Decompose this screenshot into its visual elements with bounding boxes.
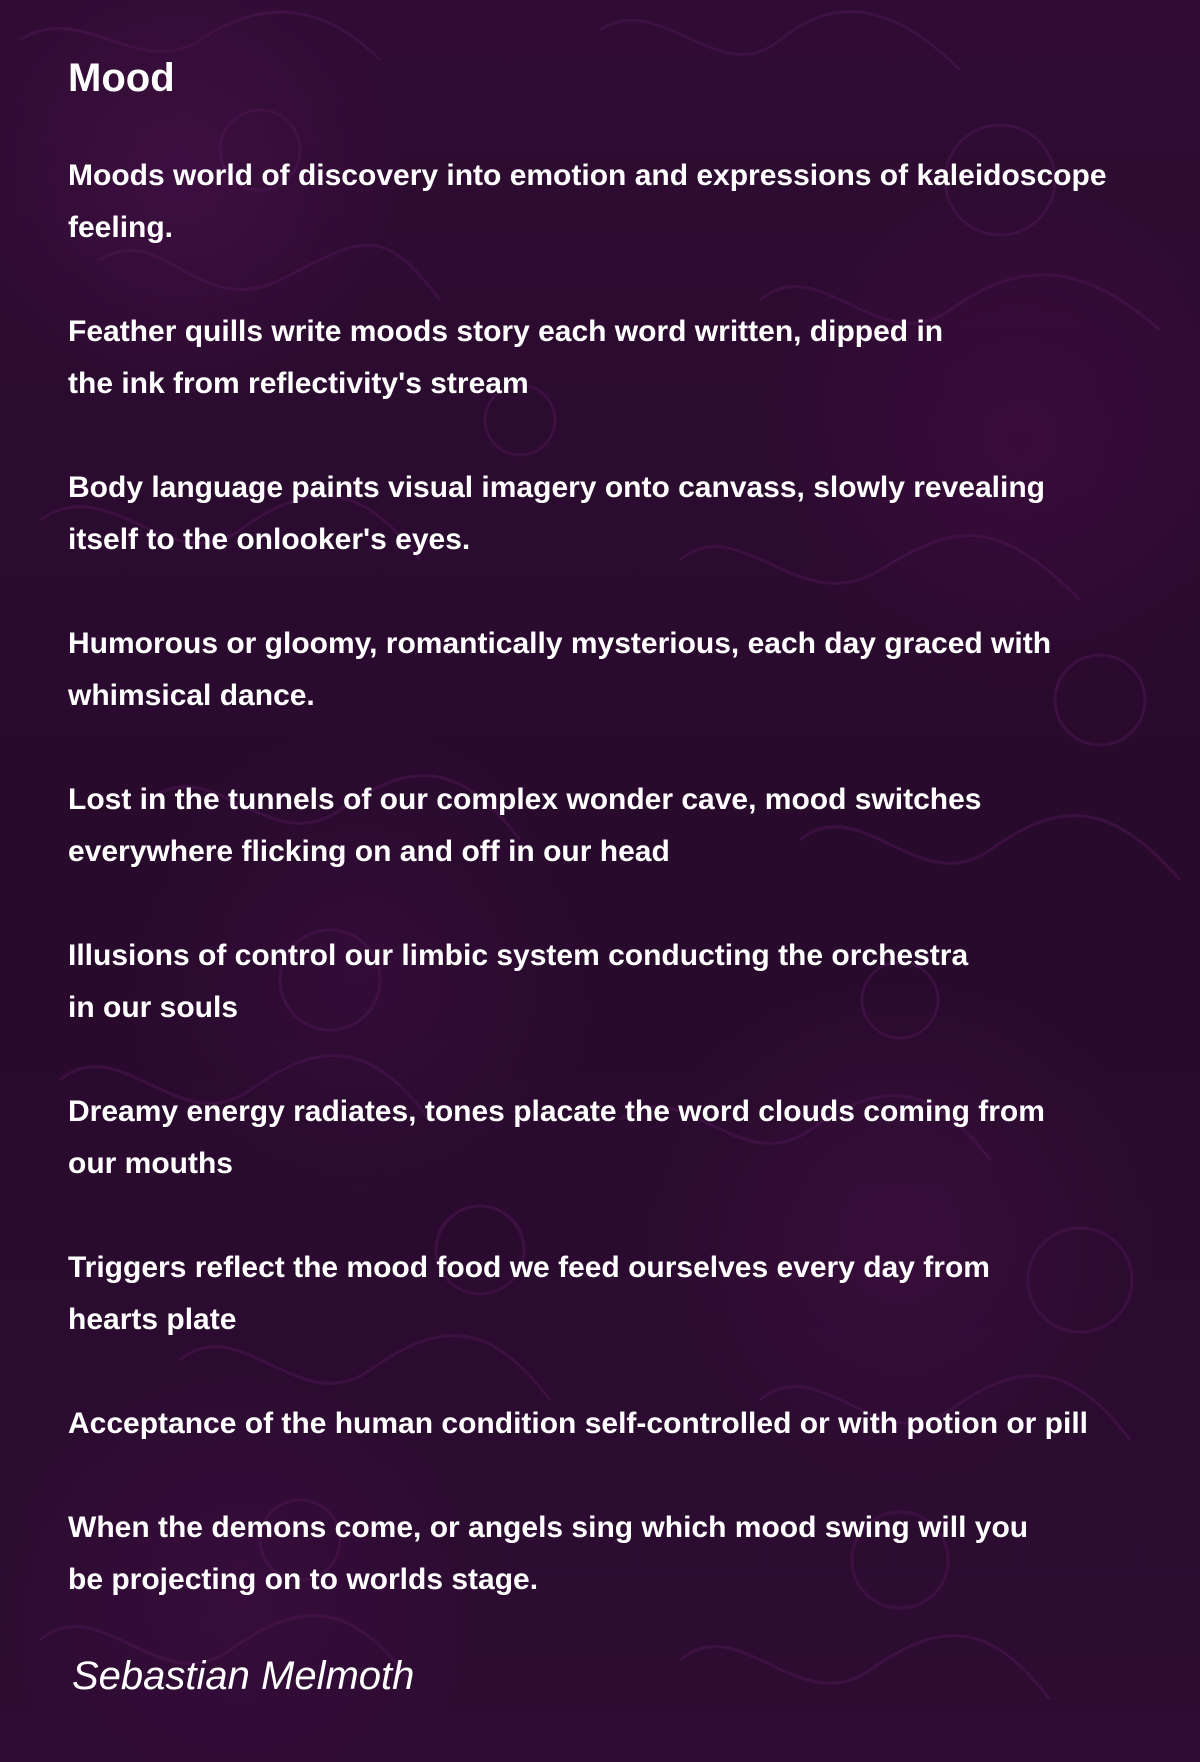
poem-line: Feather quills write moods story each word written, dipped in [68, 315, 944, 348]
poem-line: When the demons come, or angels sing which mood swing will you [68, 1511, 1029, 1544]
poem-line: be projecting on to worlds stage. [68, 1563, 539, 1596]
poem-line: Lost in the tunnels of our complex wonder cave, mood switches [68, 783, 982, 816]
poem-line: Dreamy energy radiates, tones placate the word clouds coming from [68, 1095, 1045, 1128]
stanza [68, 1086, 1188, 1190]
poem-line: our mouths [68, 1147, 233, 1180]
stanza [68, 930, 1188, 1034]
stanza [68, 1398, 1188, 1450]
poem-line: Moods world of discovery into emotion and expressions of kaleidoscope [68, 159, 1107, 192]
poem-line: Acceptance of the human condition self-controlled or with potion or pill [68, 1407, 1089, 1440]
stanza [68, 1502, 1188, 1606]
stanza [68, 774, 1188, 878]
poem-line: feeling. [68, 211, 174, 244]
poem-line: the ink from reflectivity's stream [68, 367, 529, 400]
poem-line: Illusions of control our limbic system conducting the orchestra [68, 939, 969, 972]
poem-line: hearts plate [68, 1303, 237, 1336]
poem-line: in our souls [68, 991, 239, 1024]
poem-line: Triggers reflect the mood food we feed ourselves every day from [68, 1251, 990, 1284]
poem-title: Mood [68, 56, 175, 100]
poem-line: everywhere flicking on and off in our head [68, 835, 670, 868]
poem-line: itself to the onlooker's eyes. [68, 523, 471, 556]
poem-line: whimsical dance. [68, 679, 315, 712]
poem-line: Body language paints visual imagery onto canvass, slowly revealing [68, 471, 1045, 504]
stanza [68, 462, 1188, 566]
stanza [68, 150, 1188, 254]
stanza [68, 306, 1188, 410]
poem-author: Sebastian Melmoth [72, 1654, 415, 1698]
stanza [68, 618, 1188, 722]
poem-line: Humorous or gloomy, romantically mysterious, each day graced with [68, 627, 1052, 660]
stanza [68, 1242, 1188, 1346]
poem-container [68, 50, 1188, 1704]
